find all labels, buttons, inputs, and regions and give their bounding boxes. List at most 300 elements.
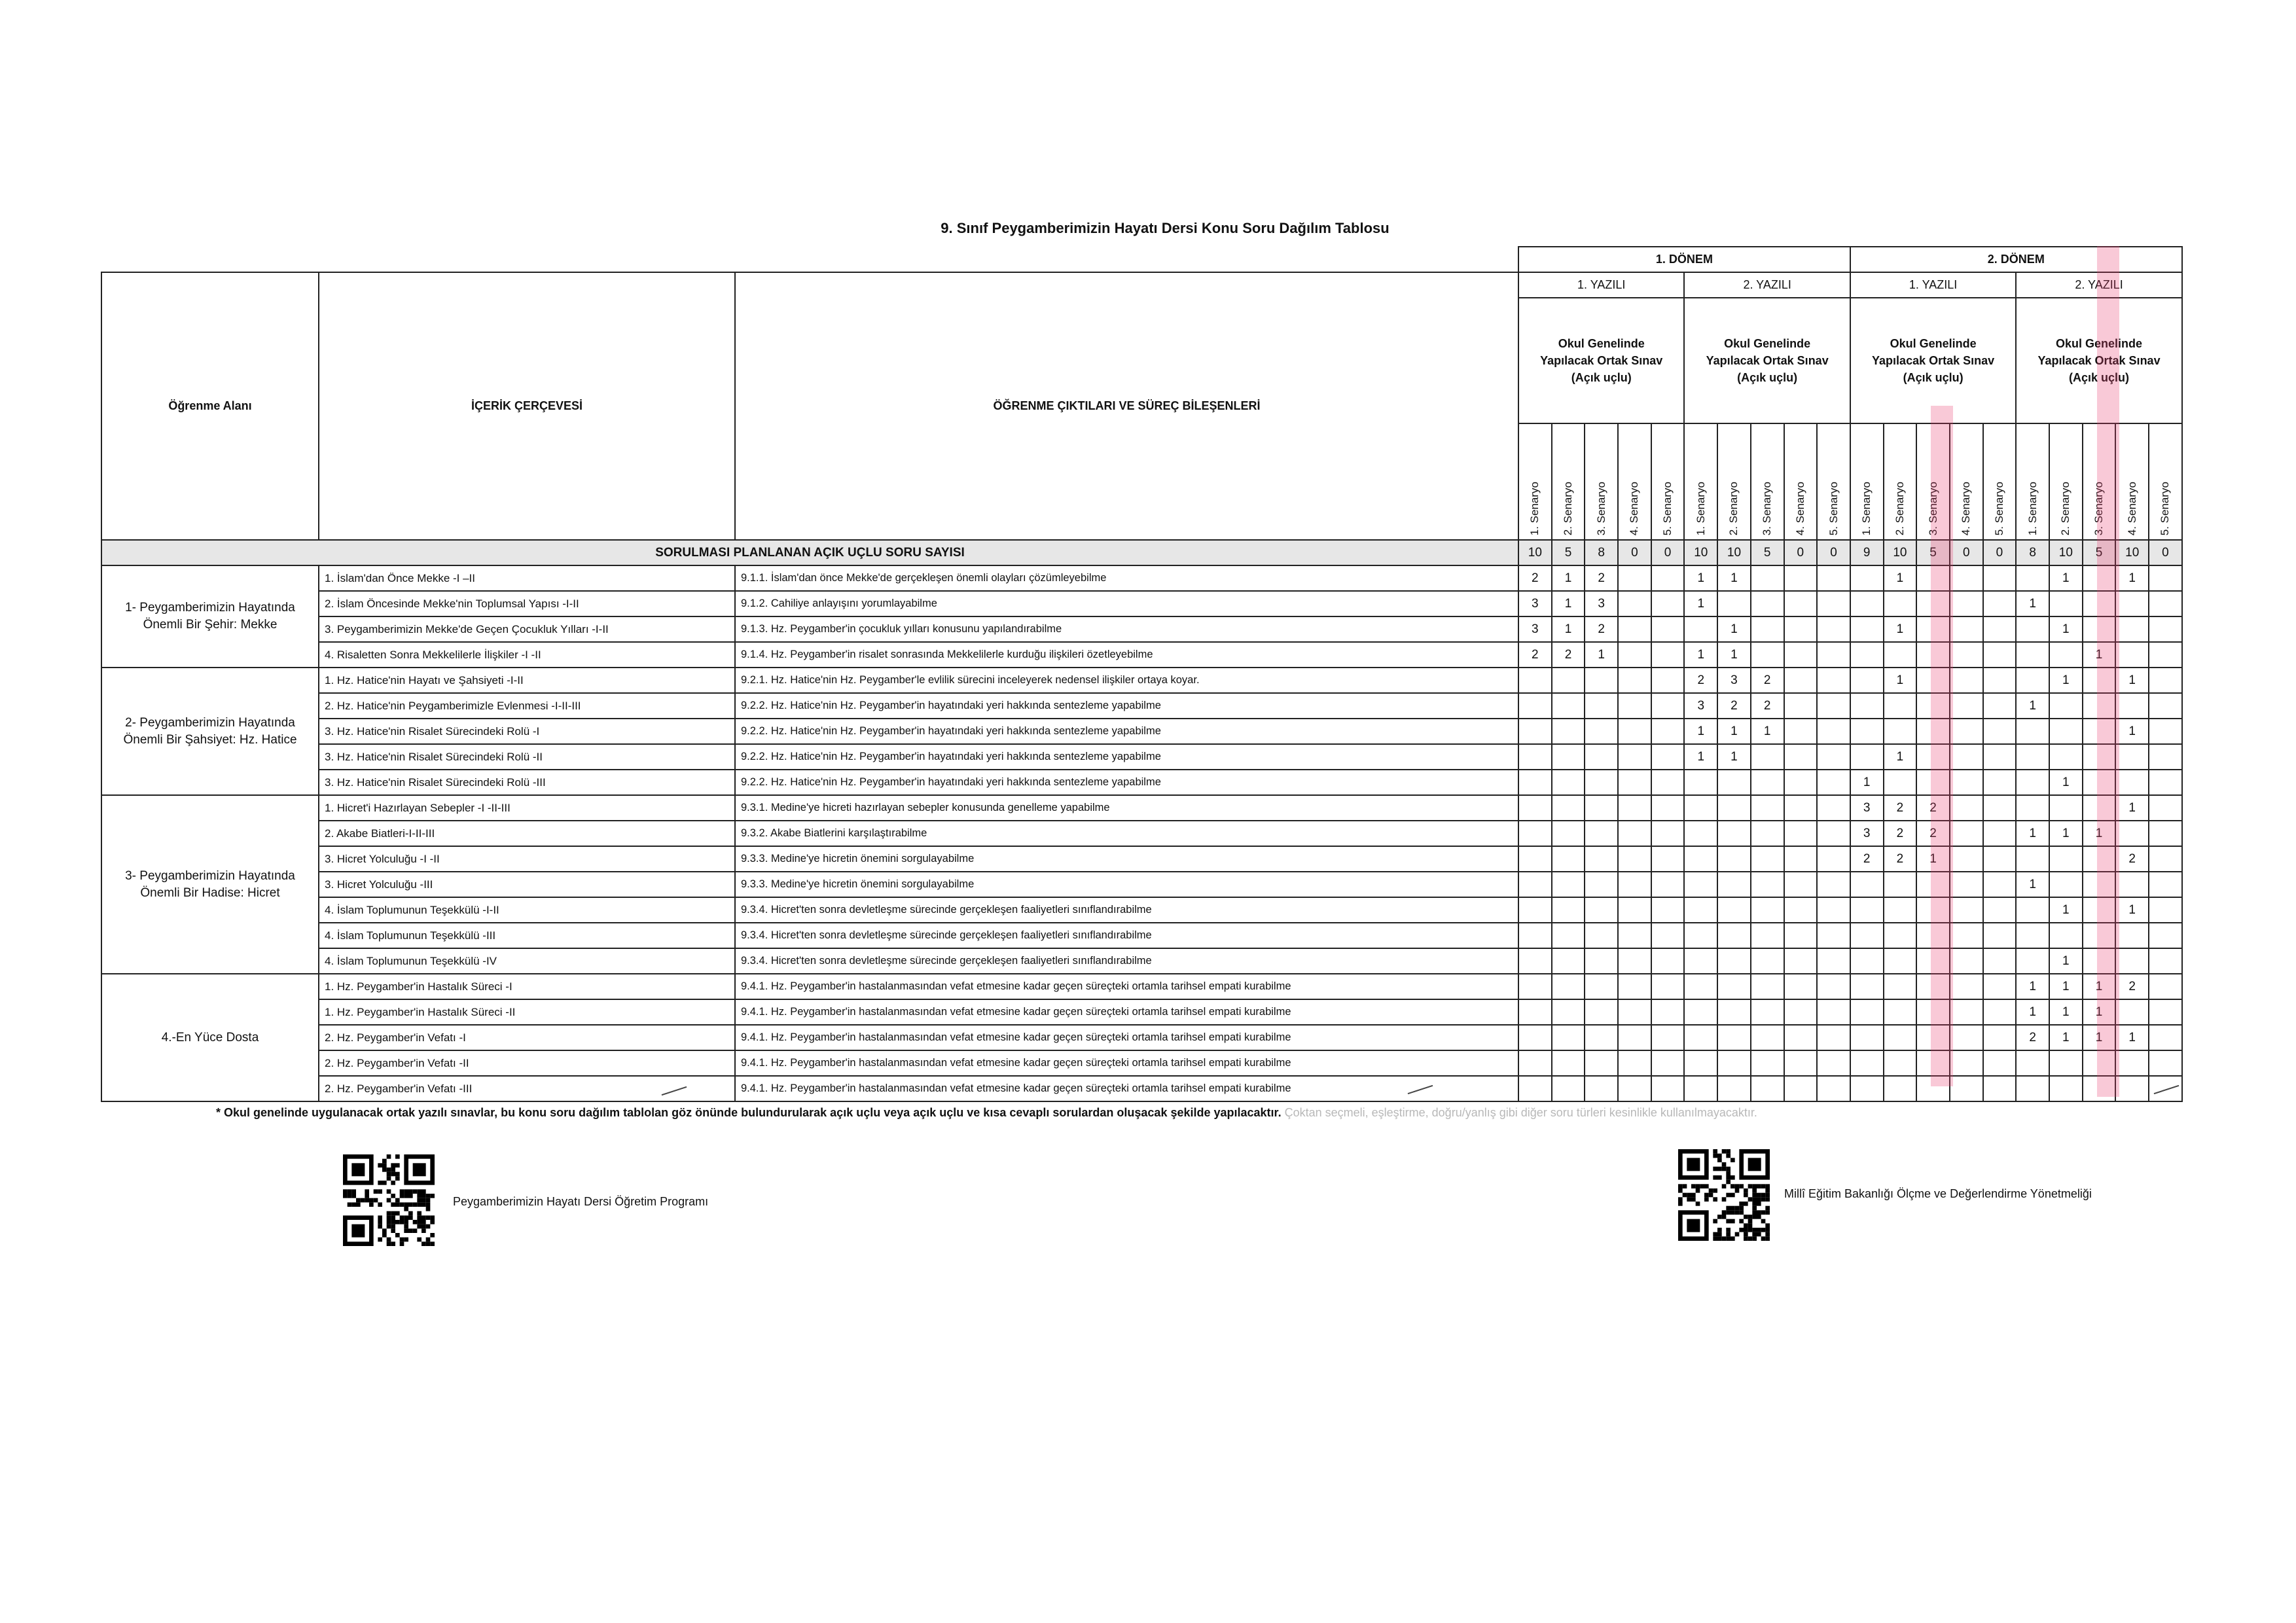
senaryo-header: [1585, 423, 1618, 540]
cikti-cell: 9.1.4. Hz. Peygamber'in risalet sonrasında Mekkelilerle kurduğu ilişkileri özetleyebilme: [735, 642, 1518, 668]
soru-sayisi-cell: [1884, 693, 1917, 719]
soru-sayisi-cell: 1: [2083, 821, 2116, 846]
soru-sayisi-cell: [1651, 719, 1685, 744]
soru-sayisi-cell: [1884, 948, 1917, 974]
cikti-cell: 9.2.1. Hz. Hatice'nin Hz. Peygamber'le evlilik sürecini inceleyerek nedensel ilişkiler ortaya koyar.: [735, 668, 1518, 693]
soru-sayisi-cell: [1552, 872, 1585, 897]
page-title: 9. Sınıf Peygamberimizin Hayatı Dersi Konu Soru Dağılım Tablosu: [941, 220, 1390, 236]
soru-sayisi-cell: 3: [1717, 668, 1751, 693]
soru-sayisi-cell: 2: [1552, 642, 1585, 668]
soru-sayisi-cell: [1784, 1050, 1818, 1076]
soru-sayisi-cell: [1950, 770, 1983, 795]
soru-sayisi-cell: [1717, 948, 1751, 974]
senaryo-label: 5. Senaryo: [1661, 481, 1674, 535]
soru-sayisi-cell: [1552, 821, 1585, 846]
sorulmasi-value: 5: [1751, 540, 1784, 565]
soru-sayisi-cell: [2149, 719, 2182, 744]
soru-sayisi-cell: 2: [1585, 616, 1618, 642]
soru-sayisi-cell: [2016, 668, 2049, 693]
soru-sayisi-cell: [1717, 897, 1751, 923]
soru-sayisi-cell: [2115, 948, 2149, 974]
qr-right-label: Millî Eğitim Bakanlığı Ölçme ve Değerlendirme Yönetmeliği: [1784, 1187, 2092, 1200]
qr-code-left: [343, 1154, 435, 1246]
ortak-sinav-header: [1850, 298, 2016, 423]
sorulmasi-label: SORULMASI PLANLANAN AÇIK UÇLU SORU SAYISI: [101, 540, 1518, 565]
soru-sayisi-cell: [2149, 948, 2182, 974]
soru-sayisi-cell: 1: [2016, 693, 2049, 719]
soru-sayisi-cell: [1717, 846, 1751, 872]
senaryo-header: [1884, 423, 1917, 540]
soru-sayisi-cell: [1618, 923, 1651, 948]
soru-sayisi-cell: [1751, 974, 1784, 999]
soru-sayisi-cell: [1518, 1050, 1552, 1076]
soru-sayisi-cell: [1884, 1076, 1917, 1101]
ortak-sinav-line: Yapılacak Ortak Sınav: [1540, 354, 1663, 367]
soru-sayisi-cell: [1651, 1050, 1685, 1076]
soru-sayisi-cell: [1651, 770, 1685, 795]
soru-sayisi-cell: 1: [1717, 719, 1751, 744]
soru-sayisi-cell: 1: [1552, 616, 1585, 642]
soru-sayisi-cell: [1717, 591, 1751, 616]
soru-sayisi-cell: [1817, 821, 1850, 846]
table-row: [101, 1050, 2182, 1076]
table-row: [101, 642, 2182, 668]
soru-sayisi-cell: [1983, 795, 2017, 821]
soru-sayisi-cell: [2049, 1076, 2083, 1101]
soru-sayisi-cell: [1618, 591, 1651, 616]
icerik-cell: 1. Hz. Hatice'nin Hayatı ve Şahsiyeti -I-II: [319, 668, 735, 693]
icerik-cell: 1. Hicret'i Hazırlayan Sebepler -I -II-III: [319, 795, 735, 821]
soru-sayisi-cell: [1817, 668, 1850, 693]
soru-sayisi-cell: [1884, 923, 1917, 948]
soru-sayisi-cell: [1817, 1050, 1850, 1076]
soru-sayisi-cell: [1784, 999, 1818, 1025]
yazili-header: 2. YAZILI: [1684, 272, 1850, 298]
soru-sayisi-cell: [1817, 974, 1850, 999]
senaryo-label: 4. Senaryo: [2125, 481, 2138, 535]
soru-sayisi-cell: [1751, 744, 1784, 770]
soru-sayisi-cell: [1751, 565, 1784, 591]
sorulmasi-value: 10: [1884, 540, 1917, 565]
icerik-cell: 2. Hz. Hatice'nin Peygamberimizle Evlenmesi -I-II-III: [319, 693, 735, 719]
icerik-cell: 2. İslam Öncesinde Mekke'nin Toplumsal Yapısı -I-II: [319, 591, 735, 616]
soru-sayisi-cell: 1: [2083, 974, 2116, 999]
qr-left-label: Peygamberimizin Hayatı Dersi Öğretim Programı: [453, 1195, 709, 1208]
soru-sayisi-cell: 2: [1751, 693, 1784, 719]
highlight-mark: [2097, 246, 2119, 1097]
icerik-cell: 3. Peygamberimizin Mekke'de Geçen Çocukluk Yılları -I-II: [319, 616, 735, 642]
soru-sayisi-cell: 1: [2016, 974, 2049, 999]
soru-sayisi-cell: [1950, 668, 1983, 693]
soru-sayisi-cell: [1751, 1050, 1784, 1076]
soru-sayisi-cell: 2: [1884, 821, 1917, 846]
soru-sayisi-cell: [1884, 642, 1917, 668]
soru-sayisi-cell: [1817, 948, 1850, 974]
soru-sayisi-cell: 1: [2049, 897, 2083, 923]
table-row: [101, 565, 2182, 591]
table-row: [101, 719, 2182, 744]
soru-sayisi-cell: [1884, 719, 1917, 744]
soru-sayisi-cell: [1983, 770, 2017, 795]
icerik-cell: 4. İslam Toplumunun Teşekkülü -IV: [319, 948, 735, 974]
cikti-cell: 9.3.1. Medine'ye hicreti hazırlayan sebepler konusunda genelleme yapabilme: [735, 795, 1518, 821]
table-row: [101, 999, 2182, 1025]
soru-sayisi-cell: 3: [1850, 821, 1884, 846]
soru-sayisi-cell: 1: [2049, 948, 2083, 974]
soru-sayisi-cell: 1: [2049, 668, 2083, 693]
soru-sayisi-cell: [1552, 1076, 1585, 1101]
ortak-sinav-line: Yapılacak Ortak Sınav: [2037, 354, 2161, 367]
soru-sayisi-cell: [1983, 565, 2017, 591]
senaryo-label: 4. Senaryo: [1960, 481, 1973, 535]
soru-sayisi-cell: 1: [1717, 744, 1751, 770]
soru-sayisi-cell: [2016, 744, 2049, 770]
soru-sayisi-cell: 1: [2115, 719, 2149, 744]
soru-sayisi-cell: [1552, 719, 1585, 744]
sorulmasi-value: 0: [1618, 540, 1651, 565]
soru-sayisi-cell: [2149, 668, 2182, 693]
senaryo-header: [1983, 423, 2017, 540]
soru-sayisi-cell: [2049, 923, 2083, 948]
soru-sayisi-cell: 1: [1684, 565, 1717, 591]
soru-sayisi-cell: [1950, 795, 1983, 821]
soru-sayisi-cell: [1585, 999, 1618, 1025]
sorulmasi-value: 0: [1651, 540, 1685, 565]
soru-sayisi-cell: [1850, 668, 1884, 693]
soru-sayisi-cell: 1: [1884, 616, 1917, 642]
soru-sayisi-cell: [1585, 821, 1618, 846]
table-row: [101, 923, 2182, 948]
soru-sayisi-cell: [1651, 1025, 1685, 1050]
soru-sayisi-cell: 1: [1717, 565, 1751, 591]
soru-sayisi-cell: [1884, 591, 1917, 616]
soru-sayisi-cell: [1651, 668, 1685, 693]
soru-sayisi-cell: [1983, 642, 2017, 668]
sorulmasi-value: 8: [1585, 540, 1618, 565]
soru-sayisi-cell: [1850, 693, 1884, 719]
table-row: [101, 872, 2182, 897]
soru-sayisi-cell: 1: [1684, 591, 1717, 616]
sorulmasi-value: 5: [1916, 540, 1950, 565]
soru-sayisi-cell: [1684, 872, 1717, 897]
sorulmasi-value: 10: [2115, 540, 2149, 565]
soru-sayisi-cell: [1950, 565, 1983, 591]
soru-sayisi-cell: [2149, 897, 2182, 923]
soru-sayisi-cell: [1950, 719, 1983, 744]
table-row: [101, 591, 2182, 616]
cikti-cell: 9.3.3. Medine'ye hicretin önemini sorgulayabilme: [735, 846, 1518, 872]
soru-sayisi-cell: [1585, 846, 1618, 872]
soru-sayisi-cell: 1: [2115, 565, 2149, 591]
footnote-bold: * Okul genelinde uygulanacak ortak yazılı sınavlar, bu konu soru dağılım tablolan göz önünde bulundurularak açık uçlu veya açık uçlu ve kısa cevaplı sorulardan oluşacak şekilde yapılacaktır.: [216, 1106, 1282, 1119]
soru-sayisi-cell: [1684, 974, 1717, 999]
senaryo-header: [1618, 423, 1651, 540]
senaryo-header: [1817, 423, 1850, 540]
soru-sayisi-cell: [2016, 565, 2049, 591]
soru-sayisi-cell: [2016, 616, 2049, 642]
cikti-cell: 9.1.3. Hz. Peygamber'in çocukluk yılları konusunu yapılandırabilme: [735, 616, 1518, 642]
soru-sayisi-cell: [2115, 642, 2149, 668]
icerik-cell: 1. İslam'dan Önce Mekke -I –II: [319, 565, 735, 591]
soru-sayisi-cell: [1585, 948, 1618, 974]
soru-sayisi-cell: [1784, 846, 1818, 872]
soru-sayisi-cell: [1983, 668, 2017, 693]
soru-sayisi-cell: [1552, 770, 1585, 795]
soru-sayisi-cell: 1: [1684, 719, 1717, 744]
table-row: [101, 616, 2182, 642]
soru-sayisi-cell: [1585, 897, 1618, 923]
icerik-cell: 4. İslam Toplumunun Teşekkülü -III: [319, 923, 735, 948]
senaryo-label: 1. Senaryo: [1860, 481, 1873, 535]
soru-sayisi-cell: [1817, 923, 1850, 948]
soru-sayisi-cell: [1518, 770, 1552, 795]
soru-sayisi-cell: [1618, 999, 1651, 1025]
soru-sayisi-cell: [2149, 1050, 2182, 1076]
soru-sayisi-cell: [1518, 821, 1552, 846]
senaryo-header: [1784, 423, 1818, 540]
table-row: [101, 795, 2182, 821]
cikti-cell: 9.3.2. Akabe Biatlerini karşılaştırabilme: [735, 821, 1518, 846]
soru-sayisi-cell: [1850, 1050, 1884, 1076]
soru-sayisi-cell: 1: [1751, 719, 1784, 744]
soru-sayisi-cell: [2049, 744, 2083, 770]
soru-sayisi-cell: [2049, 642, 2083, 668]
yazili-header: 1. YAZILI: [1518, 272, 1684, 298]
soru-sayisi-cell: [2149, 923, 2182, 948]
soru-sayisi-cell: [1717, 1076, 1751, 1101]
senaryo-label: 2. Senaryo: [1727, 481, 1740, 535]
soru-sayisi-cell: [1618, 719, 1651, 744]
soru-sayisi-cell: [2016, 1076, 2049, 1101]
senaryo-label: 1. Senaryo: [1528, 481, 1541, 535]
soru-sayisi-cell: [2149, 1025, 2182, 1050]
cikti-cell: 9.4.1. Hz. Peygamber'in hastalanmasından vefat etmesine kadar geçen süreçteki ortamla tarihsel empati kurabilme: [735, 974, 1518, 999]
soru-sayisi-cell: [2016, 642, 2049, 668]
soru-sayisi-cell: [1552, 693, 1585, 719]
table-row: [101, 744, 2182, 770]
soru-sayisi-cell: [2049, 693, 2083, 719]
soru-sayisi-cell: [1784, 1025, 1818, 1050]
soru-sayisi-cell: 2: [2115, 846, 2149, 872]
ortak-sinav-line: Okul Genelinde: [2056, 337, 2143, 350]
soru-sayisi-cell: [1618, 948, 1651, 974]
soru-sayisi-cell: [1751, 795, 1784, 821]
soru-sayisi-cell: [1618, 897, 1651, 923]
soru-sayisi-cell: [1983, 719, 2017, 744]
soru-sayisi-cell: 1: [1684, 642, 1717, 668]
soru-sayisi-cell: [1651, 1076, 1685, 1101]
ortak-sinav-line: (Açık uçlu): [1737, 371, 1798, 384]
soru-sayisi-cell: [1751, 948, 1784, 974]
soru-sayisi-cell: [2049, 846, 2083, 872]
soru-sayisi-cell: [1585, 974, 1618, 999]
soru-sayisi-cell: [1983, 974, 2017, 999]
soru-sayisi-cell: 3: [1585, 591, 1618, 616]
sorulmasi-value: 0: [1950, 540, 1983, 565]
icerik-header: İÇERİK ÇERÇEVESİ: [319, 272, 735, 540]
table-row: [101, 1025, 2182, 1050]
cikti-cell: 9.3.4. Hicret'ten sonra devletleşme sürecinde gerçekleşen faaliyetleri sınıflandırabilme: [735, 897, 1518, 923]
senaryo-header: [1651, 423, 1685, 540]
senaryo-label: 5. Senaryo: [2159, 481, 2172, 535]
soru-sayisi-cell: 2: [1518, 642, 1552, 668]
table-row: [101, 846, 2182, 872]
icerik-cell: 1. Hz. Peygamber'in Hastalık Süreci -I: [319, 974, 735, 999]
soru-sayisi-cell: [1618, 795, 1651, 821]
soru-sayisi-cell: [1817, 872, 1850, 897]
soru-sayisi-cell: [1717, 1025, 1751, 1050]
soru-sayisi-cell: [1717, 999, 1751, 1025]
cikti-cell: 9.2.2. Hz. Hatice'nin Hz. Peygamber'in hayatındaki yeri hakkında sentezleme yapabilme: [735, 719, 1518, 744]
soru-sayisi-cell: [1552, 923, 1585, 948]
soru-sayisi-cell: [1618, 821, 1651, 846]
soru-sayisi-cell: [2049, 795, 2083, 821]
soru-sayisi-cell: [1850, 999, 1884, 1025]
soru-sayisi-cell: [2149, 616, 2182, 642]
senaryo-label: 4. Senaryo: [1628, 481, 1641, 535]
soru-sayisi-cell: [2049, 1050, 2083, 1076]
soru-sayisi-cell: [2115, 591, 2149, 616]
soru-sayisi-cell: [1784, 616, 1818, 642]
soru-sayisi-cell: [1784, 872, 1818, 897]
highlight-mark: [1931, 406, 1953, 1086]
soru-sayisi-cell: [1684, 821, 1717, 846]
soru-sayisi-cell: 2: [1916, 821, 1950, 846]
soru-sayisi-cell: [1884, 1050, 1917, 1076]
soru-sayisi-cell: [1552, 1025, 1585, 1050]
soru-sayisi-cell: [2149, 795, 2182, 821]
soru-sayisi-cell: [1850, 565, 1884, 591]
soru-sayisi-cell: [1651, 948, 1685, 974]
senaryo-header: [1518, 423, 1552, 540]
soru-sayisi-cell: 3: [1518, 591, 1552, 616]
soru-sayisi-cell: 2: [2115, 974, 2149, 999]
soru-sayisi-cell: [1850, 897, 1884, 923]
soru-sayisi-cell: [1618, 744, 1651, 770]
soru-sayisi-cell: [1983, 846, 2017, 872]
soru-sayisi-cell: 1: [2115, 1025, 2149, 1050]
soru-sayisi-cell: [1784, 591, 1818, 616]
soru-sayisi-cell: [1618, 616, 1651, 642]
soru-sayisi-cell: [1983, 616, 2017, 642]
soru-sayisi-cell: 1: [1585, 642, 1618, 668]
soru-sayisi-cell: [1518, 872, 1552, 897]
soru-sayisi-cell: [1950, 999, 1983, 1025]
soru-sayisi-cell: 1: [2049, 565, 2083, 591]
senaryo-label: 1. Senaryo: [1694, 481, 1707, 535]
soru-sayisi-cell: [1684, 999, 1717, 1025]
cikti-cell: 9.2.2. Hz. Hatice'nin Hz. Peygamber'in hayatındaki yeri hakkında sentezleme yapabilme: [735, 693, 1518, 719]
cikti-cell: 9.1.2. Cahiliye anlayışını yorumlayabilme: [735, 591, 1518, 616]
soru-sayisi-cell: [1518, 668, 1552, 693]
soru-sayisi-cell: 1: [2049, 821, 2083, 846]
soru-sayisi-cell: [1518, 948, 1552, 974]
soru-sayisi-cell: [1817, 1076, 1850, 1101]
soru-sayisi-cell: [1950, 693, 1983, 719]
icerik-cell: 2. Hz. Peygamber'in Vefatı -I: [319, 1025, 735, 1050]
soru-sayisi-cell: [2115, 616, 2149, 642]
soru-sayisi-cell: 1: [1684, 744, 1717, 770]
soru-sayisi-cell: [2049, 872, 2083, 897]
senaryo-label: 4. Senaryo: [1793, 481, 1806, 535]
soru-sayisi-cell: [1651, 642, 1685, 668]
soru-sayisi-cell: [1618, 642, 1651, 668]
soru-sayisi-cell: [1950, 1076, 1983, 1101]
soru-sayisi-cell: [1651, 821, 1685, 846]
soru-sayisi-cell: [1983, 999, 2017, 1025]
soru-sayisi-cell: [1751, 642, 1784, 668]
soru-sayisi-cell: [1585, 770, 1618, 795]
soru-sayisi-cell: [1684, 1076, 1717, 1101]
cikti-cell: 9.3.4. Hicret'ten sonra devletleşme sürecinde gerçekleşen faaliyetleri sınıflandırabilme: [735, 948, 1518, 974]
soru-sayisi-cell: [1651, 565, 1685, 591]
senaryo-label: 3. Senaryo: [2092, 481, 2106, 535]
soru-sayisi-cell: [2149, 999, 2182, 1025]
soru-sayisi-cell: [1784, 821, 1818, 846]
soru-sayisi-cell: [1717, 974, 1751, 999]
soru-sayisi-cell: [1552, 974, 1585, 999]
soru-sayisi-cell: [1518, 1076, 1552, 1101]
soru-sayisi-cell: [1784, 719, 1818, 744]
soru-sayisi-cell: [1950, 872, 1983, 897]
cikti-cell: 9.4.1. Hz. Peygamber'in hastalanmasından vefat etmesine kadar geçen süreçteki ortamla tarihsel empati kurabilme: [735, 999, 1518, 1025]
soru-sayisi-cell: [1850, 1025, 1884, 1050]
soru-sayisi-cell: [1651, 923, 1685, 948]
soru-sayisi-cell: 1: [2016, 999, 2049, 1025]
soru-sayisi-cell: [1817, 1025, 1850, 1050]
ogrenme-alani-cell: 2- Peygamberimizin Hayatında Önemli Bir Şahsiyet: Hz. Hatice: [101, 668, 319, 795]
table-row: [101, 897, 2182, 923]
soru-sayisi-cell: [1684, 923, 1717, 948]
soru-sayisi-cell: [1751, 923, 1784, 948]
soru-sayisi-cell: 1: [2049, 616, 2083, 642]
soru-sayisi-cell: [1884, 974, 1917, 999]
soru-sayisi-cell: [2115, 770, 2149, 795]
soru-sayisi-cell: 1: [2115, 668, 2149, 693]
soru-sayisi-cell: [1817, 744, 1850, 770]
soru-sayisi-cell: [1817, 846, 1850, 872]
soru-sayisi-cell: 2: [1684, 668, 1717, 693]
soru-sayisi-cell: [1884, 897, 1917, 923]
soru-sayisi-cell: [1983, 821, 2017, 846]
soru-sayisi-cell: 1: [1717, 616, 1751, 642]
soru-sayisi-cell: 1: [2115, 795, 2149, 821]
soru-sayisi-cell: [1817, 999, 1850, 1025]
senaryo-label: 3. Senaryo: [1594, 481, 1607, 535]
soru-sayisi-cell: [2016, 923, 2049, 948]
senaryo-label: 2. Senaryo: [1893, 481, 1906, 535]
soru-sayisi-cell: [1717, 770, 1751, 795]
soru-sayisi-cell: [1850, 616, 1884, 642]
soru-sayisi-cell: [1950, 642, 1983, 668]
sorulmasi-value: 8: [2016, 540, 2049, 565]
icerik-cell: 3. Hicret Yolculuğu -I -II: [319, 846, 735, 872]
soru-sayisi-cell: [1950, 1050, 1983, 1076]
soru-sayisi-cell: 1: [2049, 999, 2083, 1025]
icerik-cell: 2. Hz. Peygamber'in Vefatı -III: [319, 1076, 735, 1101]
soru-sayisi-cell: [1518, 923, 1552, 948]
soru-sayisi-cell: [1784, 974, 1818, 999]
soru-sayisi-cell: [2149, 770, 2182, 795]
ortak-sinav-header: [1684, 298, 1850, 423]
soru-sayisi-cell: [1585, 872, 1618, 897]
soru-sayisi-cell: [1651, 591, 1685, 616]
soru-sayisi-cell: [1618, 974, 1651, 999]
soru-sayisi-cell: [1850, 591, 1884, 616]
sorulmasi-value: 0: [2149, 540, 2182, 565]
soru-sayisi-cell: [2016, 1050, 2049, 1076]
soru-sayisi-cell: [1950, 616, 1983, 642]
